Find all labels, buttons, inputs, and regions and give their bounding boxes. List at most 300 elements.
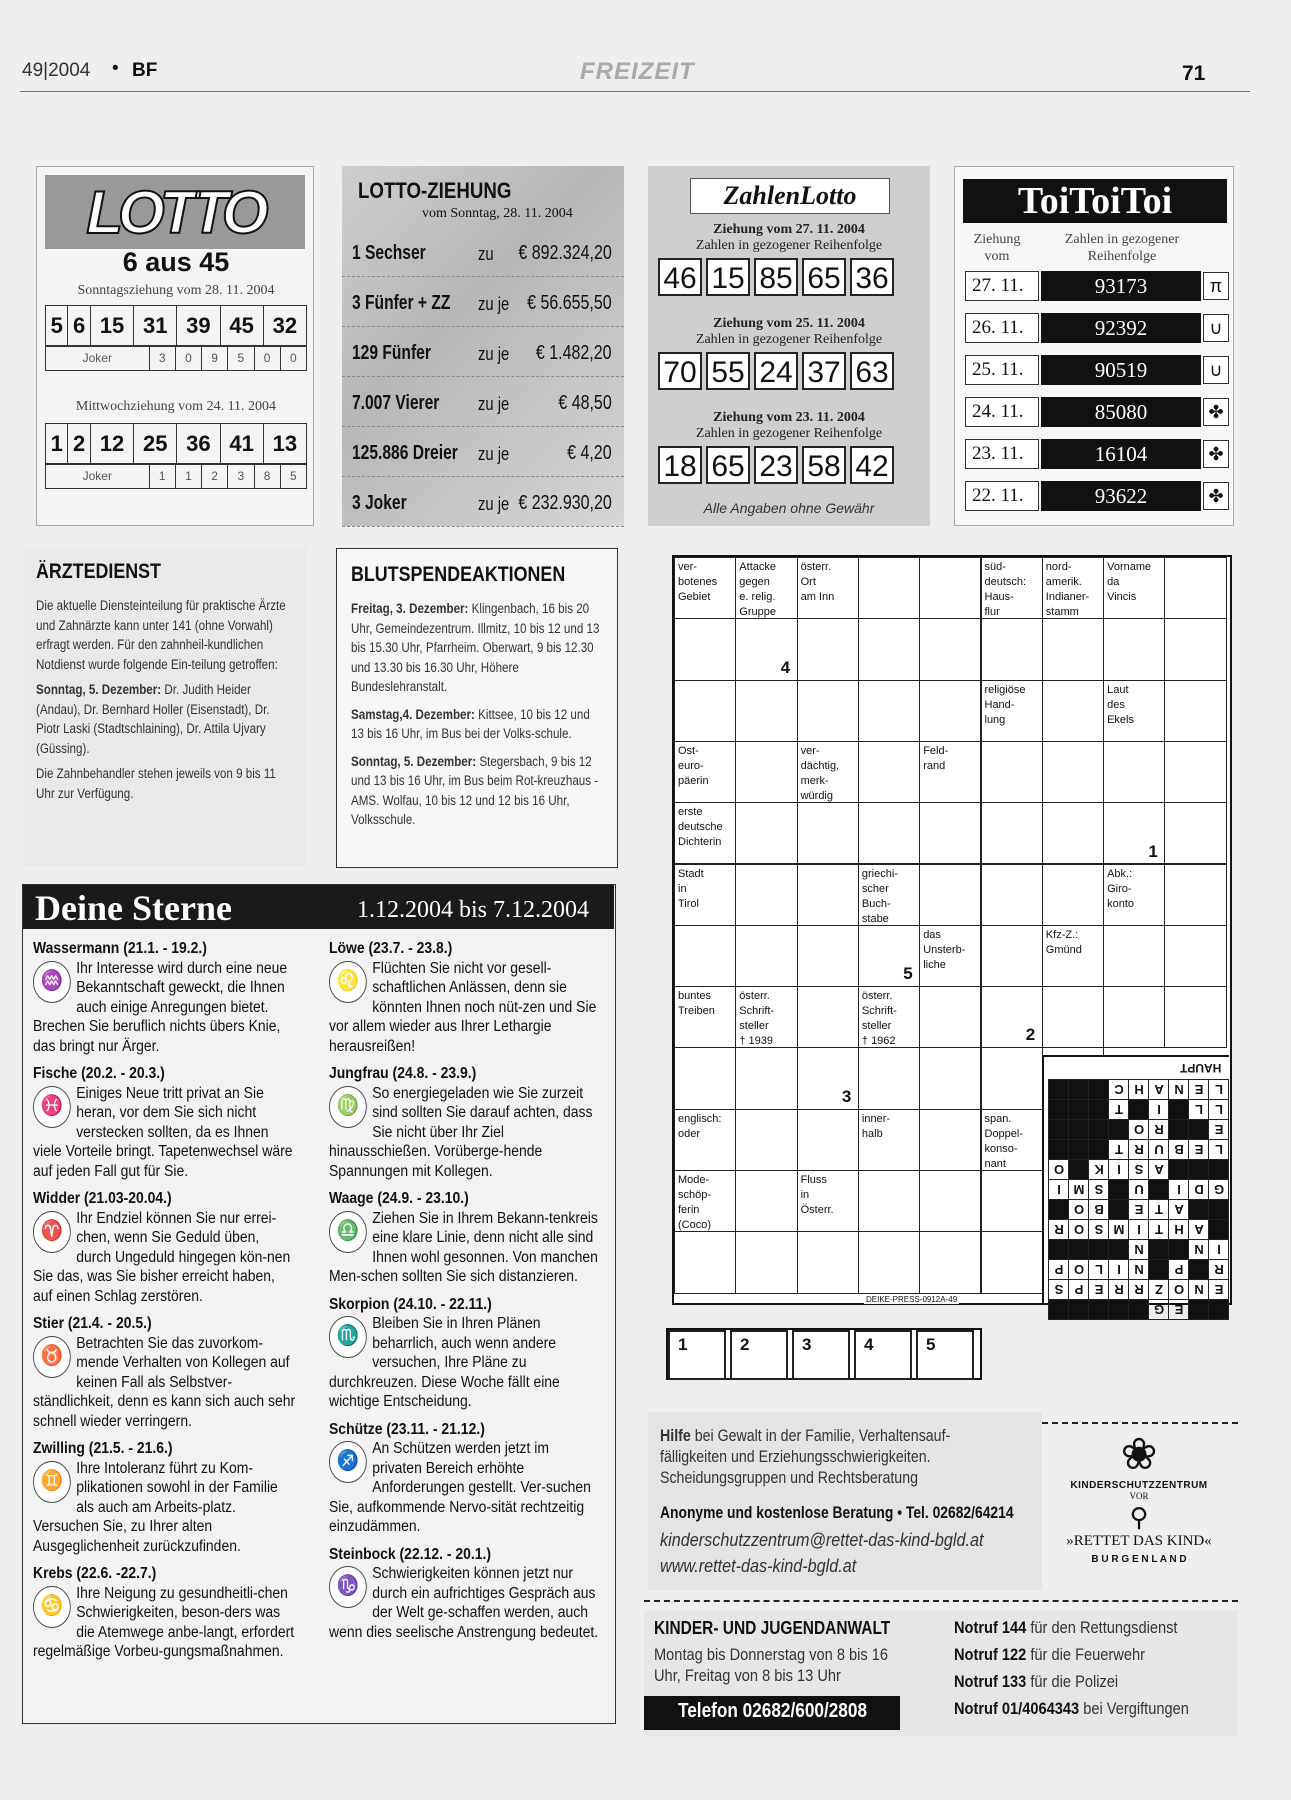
draw-numbers (658, 352, 928, 390)
answer-cell (1169, 1100, 1189, 1120)
sterne-box (22, 884, 616, 1724)
draw-numbers (658, 258, 928, 296)
draw-number: 65 (802, 258, 846, 296)
ziehung-mid: zu je (478, 494, 510, 514)
ksz-name: KINDERSCHUTZZENTRUM (1070, 1480, 1208, 1491)
lotto-number: 6 (68, 306, 90, 347)
joker-digit: 2 (202, 464, 228, 489)
horoscope-text: Ziehen Sie in Ihrem Bekann-tenkreis eine klare Linie, denn nicht alle sind Ihnen wohl gesonnen. Von manchen Men-schen sollten Sie sich distanzieren. (329, 1209, 598, 1285)
solution-cell[interactable]: 5 (916, 1330, 974, 1380)
draw-number: 58 (802, 446, 846, 484)
hilfe-text (660, 1426, 1001, 1489)
ksz-flower-icon: ❀ (1120, 1430, 1158, 1479)
answer-cell (1169, 1240, 1189, 1260)
answer-cell: L (1209, 1080, 1229, 1100)
crossword-cell[interactable] (981, 618, 1043, 680)
crossword-number: 5 (903, 964, 913, 984)
toi-date: 26. 11. (965, 313, 1039, 343)
crossword-cell[interactable] (735, 925, 797, 987)
notruf-head: Notruf 01/4064343 (954, 1699, 1080, 1718)
draw-date: Ziehung vom 23. 11. 2004 (713, 410, 865, 425)
hilfe-lead: Hilfe (660, 1427, 691, 1445)
toi-number: 93173 (1041, 271, 1201, 301)
answer-cell: R (1149, 1120, 1169, 1140)
crossword-cell[interactable] (735, 1109, 797, 1171)
aerzte-box (24, 548, 306, 866)
crossword (672, 555, 1232, 1317)
crossword-clue: Feld- rand (919, 741, 981, 803)
sunday-numbers (45, 305, 307, 347)
answer-row (1049, 1100, 1229, 1120)
answer-cell: G (1149, 1300, 1169, 1320)
crossword-cell[interactable] (735, 741, 797, 803)
blut-item (351, 599, 606, 697)
notruf-text: für die Polizei (1026, 1672, 1119, 1691)
answer-row (1049, 1300, 1229, 1320)
ziehung-label: 7.007 Vierer (352, 392, 440, 414)
toi-row (965, 397, 1227, 427)
joker-digit: 0 (175, 346, 201, 371)
answer-cell (1109, 1300, 1129, 1320)
joker-digit: 1 (149, 464, 175, 489)
horoscope-head: Steinbock (22.12. - 20.1.) (329, 1545, 492, 1563)
answer-cell: T (1149, 1200, 1169, 1220)
crossword-cell[interactable] (1042, 618, 1104, 680)
answer-cell (1089, 1240, 1109, 1260)
answer-cell: I (1109, 1160, 1129, 1180)
draw-number: 15 (706, 258, 750, 296)
aries-icon: ♈ (33, 1211, 71, 1253)
answer-cell: U (1149, 1140, 1169, 1160)
draw-sub: Zahlen in gezogener Reihenfolge (695, 238, 883, 253)
crossword-cell[interactable] (919, 1231, 981, 1293)
horoscope-head: Zwilling (21.5. - 21.6.) (33, 1440, 173, 1457)
crossword-cell[interactable] (674, 1047, 736, 1109)
crossword-cell[interactable] (858, 1231, 920, 1293)
anwalt-title: KINDER- UND JUGENDANWALT (654, 1618, 891, 1638)
answer-cell (1089, 1140, 1109, 1160)
ksz-logo (1044, 1430, 1234, 1590)
crossword-cell[interactable] (919, 557, 981, 619)
crossword-cell[interactable] (735, 802, 797, 864)
answer-cell: M (1069, 1180, 1089, 1200)
answer-cell (1069, 1080, 1089, 1100)
answer-title: HAUPT (1179, 1061, 1221, 1075)
crossword-cell[interactable] (919, 1047, 981, 1109)
horoscope-text: An Schützen werden jetzt im privaten Bereich erhöhte Anforderungen gestellt. Ver-suchen Sie, aufkommende Nervo-sität rechtzeitig einzudämmen. (329, 1440, 591, 1535)
ziehung-label: 129 Fünfer (352, 342, 431, 364)
blut-box (336, 548, 618, 868)
answer-cell: R (1049, 1220, 1069, 1240)
lotto-subtitle: 6 aus 45 (122, 247, 230, 277)
lotto-number: 39 (177, 306, 220, 347)
lotto-number: 5 (46, 306, 68, 347)
horoscope-text: Ihre Intoleranz führt zu Kom-plikationen sowohl in der Familie als auch am Arbeits-platz. Versuchen Sie, zu Ihrer alten Ausgeglichenheit zurückzufinden. (33, 1459, 278, 1555)
answer-cell: A (1149, 1160, 1169, 1180)
answer-cell: E (1129, 1200, 1149, 1220)
blut-item-head: Freitag, 3. Dezember: (351, 601, 469, 616)
crossword-cell[interactable] (1042, 680, 1104, 742)
draw-numbers (658, 446, 928, 484)
draw-number: 23 (754, 446, 798, 484)
crossword-cell[interactable] (1103, 741, 1165, 803)
crossword-cell[interactable] (919, 1170, 981, 1232)
answer-cell (1149, 1240, 1169, 1260)
answer-cell: E (1169, 1300, 1189, 1320)
page-header (0, 58, 1291, 92)
crossword-number: 4 (780, 657, 791, 677)
crossword-cell[interactable] (1042, 741, 1104, 803)
answer-cell (1089, 1120, 1109, 1140)
crossword-clue: nord- amerik. Indianer- stamm (1042, 557, 1104, 619)
toitoitoi-box (954, 166, 1234, 526)
header-bullet: • (112, 58, 119, 79)
horoscope-text: Betrachten Sie das zuvorkom-mende Verhalten von Kollegen auf keinen Fall als Selbstver-ständlichkeit, denn es kann sich auch sehr schnell wieder verringern. (33, 1334, 296, 1430)
lotto-number: 32 (263, 306, 306, 347)
answer-cell: E (1209, 1280, 1229, 1300)
notruf-item (954, 1614, 1238, 1641)
horoscope-text: Ihre Neigung zu gesundheitli-chen Schwierigkeiten, beson-ders was die Atemwege anbe-langt, erfordert regelmäßige Vorbeu-gungsmaßnahmen. (33, 1584, 295, 1660)
ziehung-row (342, 336, 624, 377)
crossword-cell[interactable] (797, 1109, 859, 1171)
crossword-cell[interactable] (797, 864, 859, 926)
solution-cell[interactable]: 4 (854, 1330, 912, 1380)
blut-item-text: Klingenbach, 16 bis 20 Uhr, Gemeindezentrum. Illmitz, 10 bis 12 und 13 bis 15.30 Uhr, Pfarrheim. Oberwart, 9 bis 12.30 und 13.30 bis 16.30 Uhr, Höhere Bundeslehranstalt. (351, 601, 600, 694)
crossword-cell[interactable] (981, 925, 1043, 987)
crossword-cell[interactable] (735, 864, 797, 926)
crossword-cell[interactable] (919, 680, 981, 742)
hilfe-body: bei Gewalt in der Familie, Verhaltensauf-fälligkeiten und Erziehungsschwierigkeiten. Scheidungsgruppen und Rechtsberatung (660, 1427, 951, 1487)
horoscope-entry (329, 1295, 599, 1412)
answer-cell (1089, 1100, 1109, 1120)
solution-cell[interactable]: 3 (792, 1330, 850, 1380)
toi-date: 24. 11. (965, 397, 1039, 427)
answer-cell: P (1169, 1260, 1189, 1280)
joker-digit: Joker (46, 346, 150, 371)
answer-cell (1069, 1300, 1089, 1320)
crossword-number: 1 (1148, 841, 1158, 861)
answer-cell: N (1189, 1280, 1209, 1300)
answer-cell (1209, 1220, 1229, 1240)
joker-digit: 9 (202, 346, 228, 371)
answer-cell (1069, 1100, 1089, 1120)
answer-cell: N (1129, 1260, 1149, 1280)
sunday-label: Sonntagsziehung vom 28. 11. 2004 (77, 283, 275, 298)
crossword-cell[interactable] (674, 925, 736, 987)
crossword-cell[interactable] (1164, 557, 1226, 619)
answer-grid (1048, 1079, 1229, 1320)
header-rule (20, 91, 1250, 92)
toi-date: 27. 11. (965, 271, 1039, 301)
answer-cell: S (1049, 1280, 1069, 1300)
crossword-clue: österr. Schrift- steller † 1962 (858, 986, 920, 1048)
answer-cell (1189, 1200, 1209, 1220)
joker-digit: 5 (280, 464, 306, 489)
crossword-credit: DEIKE-PRESS-0912A-49 (866, 1295, 958, 1304)
horoscope-head: Löwe (23.7. - 23.8.) (329, 940, 453, 957)
ziehung-label: 125.886 Dreier (352, 442, 458, 464)
crossword-cell[interactable] (797, 925, 859, 987)
crossword-cell[interactable] (797, 680, 859, 742)
horoscope-head: Fische (20.2. - 20.3.) (33, 1065, 165, 1082)
crossword-cell[interactable] (919, 618, 981, 680)
crossword-cell[interactable] (1103, 925, 1165, 987)
crossword-cell[interactable] (919, 864, 981, 926)
solution-cell[interactable]: 1 (668, 1330, 726, 1380)
notruf-head: Notruf 133 (954, 1672, 1027, 1691)
crossword-cell[interactable] (1042, 986, 1104, 1048)
crossword-clue: Kfz-Z.: Gmünd (1042, 925, 1104, 987)
horoscope-entry (329, 1189, 599, 1287)
scorpio-icon: ♏ (329, 1316, 367, 1358)
horoscope-entry (33, 939, 296, 1056)
anwalt-text: Montag bis Donnerstag von 8 bis 16 Uhr, Freitag von 8 bis 13 Uhr (654, 1645, 889, 1685)
answer-cell (1169, 1160, 1189, 1180)
solution-cell[interactable]: 2 (730, 1330, 788, 1380)
answer-row (1049, 1080, 1229, 1100)
toi-date: 25. 11. (965, 355, 1039, 385)
crossword-cell[interactable] (674, 680, 736, 742)
crossword-cell[interactable] (1042, 802, 1104, 864)
answer-cell: P (1069, 1280, 1089, 1300)
crossword-cell[interactable] (674, 618, 736, 680)
answer-cell (1189, 1120, 1209, 1140)
ziehung-title: LOTTO-ZIEHUNG (358, 178, 512, 203)
horoscope-head: Schütze (23.11. - 21.12.) (329, 1420, 485, 1438)
aerzte-p2-body: Dr. Judith Heider (Andau), Dr. Bernhard Holler (Eisenstadt), Dr. Piotr Laski (Stadtschlaining), Dr. Attila Ujvary (Güssing). (36, 682, 270, 756)
answer-cell: R (1109, 1280, 1129, 1300)
aerzte-p2 (36, 680, 287, 758)
answer-cell: P (1049, 1260, 1069, 1280)
crossword-cell[interactable] (674, 1231, 736, 1293)
crossword-cell[interactable] (919, 802, 981, 864)
toi-row (965, 439, 1227, 469)
answer-cell (1109, 1120, 1129, 1140)
anwalt-box (644, 1610, 1238, 1736)
ziehung-row (342, 286, 624, 327)
ziehung-row (342, 436, 624, 477)
horoscope-entry (33, 1564, 296, 1662)
crossword-cell[interactable] (797, 802, 859, 864)
crossword-cell[interactable] (1042, 864, 1104, 926)
horoscope-head: Widder (21.03-20.04.) (33, 1190, 172, 1207)
crossword-clue: ver- botenes Gebiet (674, 557, 736, 619)
ziehung-mid: zu je (478, 444, 510, 464)
answer-cell: A (1169, 1200, 1189, 1220)
crossword-cell[interactable] (735, 680, 797, 742)
ziehung-amount: € 4,20 (567, 442, 612, 464)
crossword-cell[interactable] (981, 1231, 1043, 1293)
crossword-clue: das Unsterb- liche (919, 925, 981, 987)
crossword-number: 3 (841, 1086, 852, 1106)
answer-cell: C (1109, 1080, 1129, 1100)
answer-cell: S (1129, 1160, 1149, 1180)
answer-cell (1069, 1120, 1089, 1140)
lotto-number: 45 (220, 306, 263, 347)
answer-row (1049, 1280, 1229, 1300)
crossword-cell[interactable] (735, 1047, 797, 1109)
answer-cell: H (1129, 1080, 1149, 1100)
page-number: 71 (1182, 62, 1206, 85)
answer-cell: O (1129, 1120, 1149, 1140)
horoscope-head: Skorpion (24.10. - 22.11.) (329, 1295, 492, 1313)
crossword-cell[interactable] (735, 1231, 797, 1293)
blut-item-head: Samstag,4. Dezember: (351, 706, 475, 722)
toi-row (965, 355, 1227, 385)
crossword-cell[interactable] (858, 557, 920, 619)
answer-cell: K (1089, 1160, 1109, 1180)
answer-cell (1089, 1080, 1109, 1100)
crossword-cell[interactable] (797, 1231, 859, 1293)
toi-date: 23. 11. (965, 439, 1039, 469)
answer-cell (1089, 1300, 1109, 1320)
horoscope-entry (329, 1420, 599, 1537)
notruf-text: für die Feuerwehr (1026, 1645, 1145, 1664)
horoscope-text: Einiges Neue tritt privat an Sie heran, vor dem Sie sich nicht verstecken sollten, da es Ihnen viele Vorteile bringt. Tapetenwechsel wäre auf jeden Fall gut für Sie. (33, 1084, 293, 1180)
sunday-joker (45, 345, 307, 371)
joker-digit: 1 (175, 464, 201, 489)
leo-icon: ♌ (329, 961, 367, 1003)
crossword-clue: erste deutsche Dichterin (674, 802, 736, 864)
notruf-item (954, 1695, 1238, 1722)
answer-cell: B (1089, 1200, 1109, 1220)
crossword-cell[interactable] (1164, 925, 1226, 987)
draw-date: Ziehung vom 27. 11. 2004 (713, 222, 865, 237)
crossword-clue: Fluss in Österr. (797, 1170, 859, 1232)
crossword-cell[interactable] (1164, 864, 1226, 926)
sterne-title: Deine Sterne (35, 888, 232, 928)
joker-digit: 0 (280, 346, 306, 371)
crossword-clue: Ost- euro- päerin (674, 741, 736, 803)
answer-cell: T (1109, 1100, 1129, 1120)
answer-cell: T (1149, 1220, 1169, 1240)
ziehung-row (342, 486, 624, 527)
hilfe-web[interactable]: www.rettet-das-kind-bgld.at (660, 1556, 857, 1576)
blut-item (351, 752, 606, 830)
crossword-cell[interactable] (981, 1047, 1043, 1109)
crossword-clue: Stadt in Tirol (674, 864, 736, 926)
crossword-cell[interactable] (858, 618, 920, 680)
crossword-cell[interactable] (858, 1170, 920, 1232)
hilfe-box (648, 1412, 1042, 1590)
horoscope-text: So energiegeladen wie Sie zurzeit sind sollten Sie darauf achten, dass Sie nicht über Ihr Ziel hinausschießen. Vorüberge-hende Spannungen mit Kollegen. (329, 1084, 593, 1180)
notruf-text: bei Vergiftungen (1079, 1699, 1189, 1718)
rdk-name: »RETTET DAS KIND« (1066, 1533, 1212, 1549)
crossword-cell[interactable] (981, 802, 1043, 864)
clover-icon: ✤ (1203, 440, 1229, 468)
crossword-cell[interactable] (1164, 986, 1226, 1048)
crossword-clue: österr. Ort am Inn (797, 557, 859, 619)
answer-row (1049, 1200, 1229, 1220)
chimney-sweep-icon: ✤ (1203, 398, 1229, 426)
answer-cell: B (1169, 1140, 1189, 1160)
pisces-icon: ♓ (33, 1086, 71, 1128)
toitoitoi-col2: Zahlen in gezogener Reihenfolge (1064, 232, 1180, 264)
toi-number: 90519 (1041, 355, 1201, 385)
draw-number: 46 (658, 258, 702, 296)
answer-cell: I (1169, 1180, 1189, 1200)
answer-row (1049, 1160, 1229, 1180)
ziehung-mid: zu (478, 244, 494, 264)
answer-cell: I (1109, 1260, 1129, 1280)
crossword-cell[interactable] (797, 986, 859, 1048)
section-title: FREIZEIT (580, 58, 695, 85)
notruf-item (954, 1641, 1238, 1668)
crossword-clue: österr. Schrift- steller † 1939 (735, 986, 797, 1048)
ksz-vor: VOR (1129, 1491, 1149, 1501)
crossword-clue: buntes Treiben (674, 986, 736, 1048)
answer-cell: O (1069, 1220, 1089, 1240)
answer-cell: E (1189, 1080, 1209, 1100)
joker-digit: 5 (228, 346, 254, 371)
crossword-cell[interactable] (1103, 986, 1165, 1048)
crossword-cell[interactable] (1164, 618, 1226, 680)
crossword-cell[interactable] (858, 802, 920, 864)
rdk-emblem-icon: ⚲ (1129, 1502, 1149, 1532)
ziehung-amount: € 892.324,20 (518, 242, 612, 264)
crossword-cell[interactable] (1164, 680, 1226, 742)
solution-row (666, 1328, 982, 1380)
crossword-cell[interactable] (858, 1047, 920, 1109)
answer-panel (1042, 1055, 1229, 1317)
draw-number: 36 (850, 258, 894, 296)
draw-number: 24 (754, 352, 798, 390)
answer-cell (1129, 1100, 1149, 1120)
hilfe-email[interactable]: kinderschutzzentrum@rettet-das-kind-bgld.at (660, 1530, 984, 1550)
answer-cell (1149, 1260, 1169, 1280)
notruf-item (954, 1668, 1238, 1695)
notruf-text: für den Rettungsdienst (1026, 1618, 1178, 1637)
anwalt-phone[interactable]: Telefon 02682/600/2808 (678, 1700, 868, 1722)
aerzte-title: ÄRZTEDIENST (36, 560, 161, 583)
crossword-cell[interactable] (1164, 802, 1226, 864)
toi-row (965, 481, 1227, 511)
crossword-clue: süd- deutsch: Haus- flur (981, 557, 1043, 619)
horseshoe-icon: π (1203, 272, 1229, 300)
zahlenlotto-logo-text: ZahlenLotto (723, 181, 857, 210)
crossword-cell[interactable] (981, 741, 1043, 803)
crossword-number: 2 (1025, 1025, 1036, 1045)
crossword-cell[interactable] (735, 1170, 797, 1232)
answer-row (1049, 1240, 1229, 1260)
crossword-cell[interactable] (797, 618, 859, 680)
crossword-clue: span. Doppel- konso- nant (981, 1109, 1043, 1171)
lotto-number: 41 (220, 424, 263, 465)
toi-number: 85080 (1041, 397, 1201, 427)
crossword-cell[interactable] (981, 1170, 1043, 1232)
horoscope-entry (33, 1314, 296, 1431)
blut-item-head: Sonntag, 5. Dezember: (351, 753, 477, 769)
crossword-cell[interactable] (1164, 741, 1226, 803)
crossword-cell[interactable] (981, 864, 1043, 926)
horoscope-head: Waage (24.9. - 23.10.) (329, 1190, 469, 1207)
answer-row (1049, 1180, 1229, 1200)
issue-number: 49|2004 (22, 60, 91, 81)
answer-cell: R (1129, 1280, 1149, 1300)
horoscope-text: Flüchten Sie nicht vor gesell-schaftlichen Anlässen, denn sie könnten Ihnen noch nüt-zen und Sie vor allem wieder aus Ihrer Lethargie herausreißen! (329, 959, 597, 1055)
crossword-cell[interactable] (858, 680, 920, 742)
blut-item-text: Kittsee, 10 bis 12 und 13 bis 16 Uhr, im Bus bei der Volks-schule. (351, 706, 590, 741)
virgo-icon: ♍ (329, 1086, 367, 1128)
lotto-number: 1 (46, 424, 68, 465)
crossword-clue: englisch: oder (674, 1109, 736, 1171)
horoscope-entry (33, 1439, 296, 1556)
crossword-cell[interactable] (858, 741, 920, 803)
crossword-cell[interactable] (919, 1109, 981, 1171)
crossword-cell[interactable] (919, 986, 981, 1048)
crossword-cell[interactable] (1103, 618, 1165, 680)
answer-cell (1069, 1240, 1089, 1260)
